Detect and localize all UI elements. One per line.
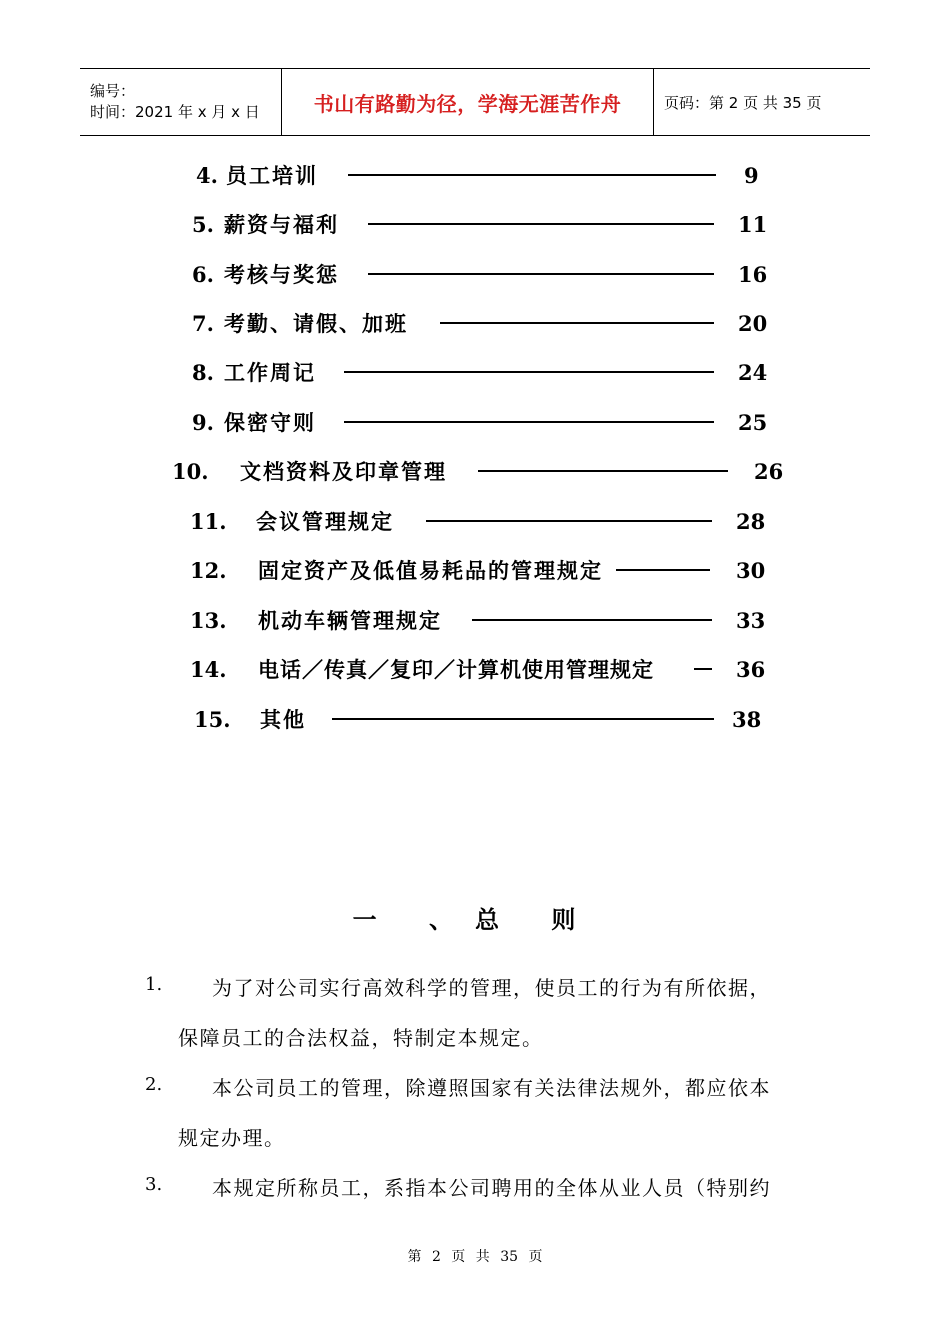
toc-number: 4. bbox=[196, 162, 218, 188]
toc-page-number: 38 bbox=[732, 706, 762, 732]
toc-page-number: 25 bbox=[738, 409, 768, 435]
time-label: 时间：2021 年 x 月 x 日 bbox=[90, 103, 260, 121]
paragraph-line: 规定办理。 bbox=[178, 1126, 286, 1150]
toc-page-number: 20 bbox=[738, 310, 768, 336]
toc-row[interactable] bbox=[192, 259, 768, 289]
toc-leader bbox=[368, 273, 714, 275]
toc-page-number: 28 bbox=[736, 508, 766, 534]
toc-leader bbox=[440, 322, 714, 324]
page-header bbox=[80, 68, 870, 136]
toc-row[interactable] bbox=[190, 506, 766, 536]
toc-title: 电话／传真／复印／计算机使用管理规定 bbox=[258, 657, 654, 682]
paragraph-line: 本公司员工的管理，除遵照国家有关法律法规外，都应依本 bbox=[212, 1076, 771, 1100]
section-title: 一 、总 则 bbox=[352, 905, 598, 934]
toc-title: 保密守则 bbox=[224, 410, 316, 435]
toc-leader bbox=[332, 718, 714, 720]
toc-page-number: 26 bbox=[754, 458, 784, 484]
paragraph-number: 3. bbox=[145, 1174, 163, 1195]
header-page-info-cell bbox=[654, 69, 870, 135]
toc-number: 12. bbox=[190, 557, 227, 583]
motto: 书山有路勤为径，学海无涯苦作舟 bbox=[313, 91, 622, 116]
toc-number: 6. bbox=[192, 261, 214, 287]
toc-page-number: 24 bbox=[738, 359, 768, 385]
toc-row[interactable] bbox=[192, 357, 768, 387]
toc-row[interactable] bbox=[172, 456, 784, 486]
toc-number: 11. bbox=[190, 508, 227, 534]
toc-row[interactable] bbox=[194, 704, 762, 734]
toc-leader bbox=[472, 619, 712, 621]
toc-leader bbox=[426, 520, 712, 522]
toc-title: 员工培训 bbox=[226, 163, 318, 188]
number-label: 编号： bbox=[90, 82, 136, 100]
toc-leader bbox=[344, 421, 714, 423]
toc-row[interactable] bbox=[192, 407, 768, 437]
toc-page-number: 33 bbox=[736, 607, 766, 633]
toc-row[interactable] bbox=[192, 209, 768, 239]
toc-title: 考勤、请假、加班 bbox=[224, 311, 408, 336]
toc-title: 工作周记 bbox=[224, 360, 316, 385]
toc-page-number: 30 bbox=[736, 557, 766, 583]
toc-row[interactable] bbox=[196, 160, 759, 190]
paragraph-number: 1. bbox=[145, 974, 163, 995]
toc-title: 机动车辆管理规定 bbox=[258, 608, 442, 633]
header-motto-cell bbox=[282, 69, 654, 135]
paragraph-line: 本规定所称员工，系指本公司聘用的全体从业人员（特别约 bbox=[212, 1176, 771, 1200]
toc-number: 15. bbox=[194, 706, 231, 732]
toc-page-number: 9 bbox=[744, 162, 759, 188]
page-footer: 第 2 页 共 35 页 bbox=[407, 1249, 543, 1265]
paragraph-number: 2. bbox=[145, 1074, 163, 1095]
toc-page-number: 11 bbox=[738, 211, 768, 237]
toc-page-number: 16 bbox=[738, 261, 768, 287]
toc-row[interactable] bbox=[190, 605, 766, 635]
paragraph-line: 为了对公司实行高效科学的管理，使员工的行为有所依据， bbox=[212, 976, 771, 1000]
toc-number: 9. bbox=[192, 409, 214, 435]
toc-leader bbox=[694, 668, 712, 670]
toc-title: 其他 bbox=[260, 707, 306, 732]
toc-row[interactable] bbox=[190, 555, 766, 585]
toc-title: 考核与奖惩 bbox=[224, 262, 339, 287]
toc-number: 14. bbox=[190, 656, 227, 682]
paragraph-line: 保障员工的合法权益，特制定本规定。 bbox=[178, 1026, 544, 1050]
toc-row[interactable] bbox=[192, 308, 768, 338]
toc-leader bbox=[348, 174, 716, 176]
toc-title: 薪资与福利 bbox=[224, 212, 339, 237]
toc-page-number: 36 bbox=[736, 656, 766, 682]
toc-title: 会议管理规定 bbox=[256, 509, 394, 534]
toc-title: 文档资料及印章管理 bbox=[240, 459, 447, 484]
toc-leader bbox=[478, 470, 728, 472]
toc-number: 13. bbox=[190, 607, 227, 633]
toc-row[interactable] bbox=[190, 654, 766, 684]
toc-number: 8. bbox=[192, 359, 214, 385]
toc-number: 5. bbox=[192, 211, 214, 237]
toc-leader bbox=[616, 569, 710, 571]
header-meta bbox=[80, 69, 282, 135]
toc-number: 7. bbox=[192, 310, 214, 336]
toc-leader bbox=[344, 371, 714, 373]
toc-title: 固定资产及低值易耗品的管理规定 bbox=[258, 558, 603, 583]
toc-number: 10. bbox=[172, 458, 209, 484]
toc-leader bbox=[368, 223, 714, 225]
page-info: 页码：第 2 页 共 35 页 bbox=[664, 93, 822, 112]
